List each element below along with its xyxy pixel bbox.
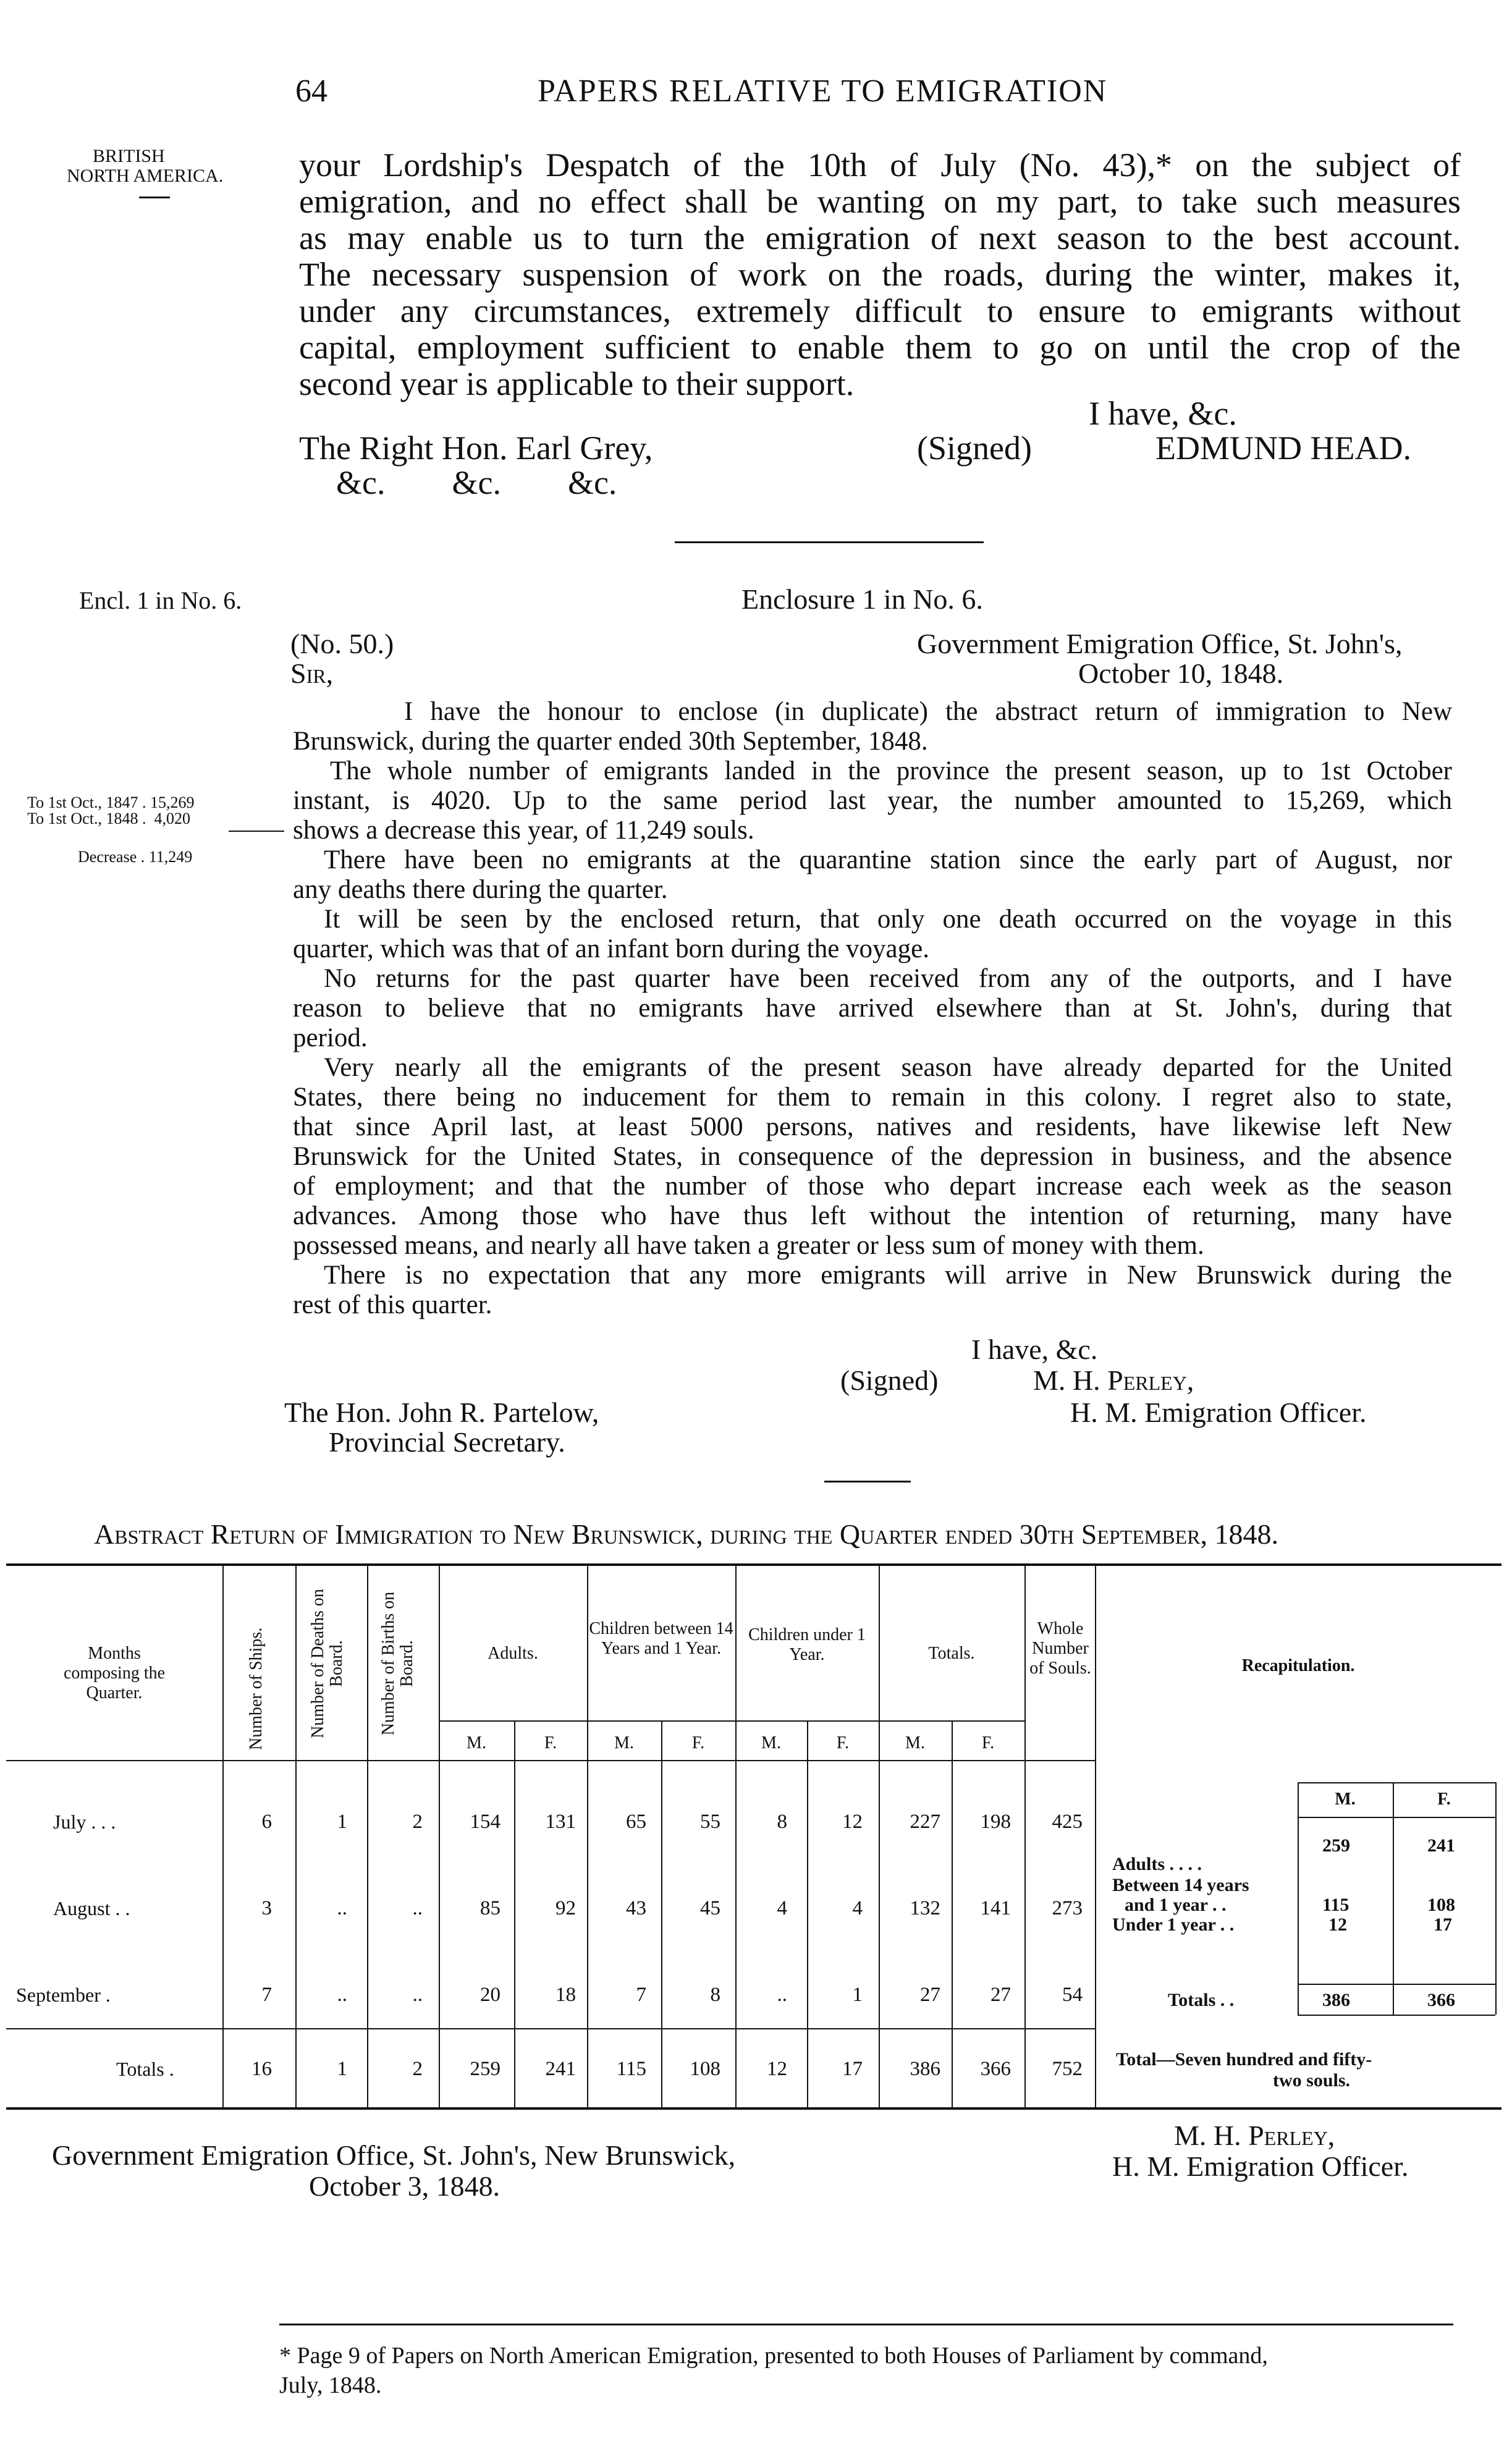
header-deaths: Number of Deaths on Board. bbox=[308, 1589, 346, 1738]
text-line: emigration, and no effect shall be wanting on my part, to take such measures bbox=[299, 183, 1461, 220]
margin-stats-2: To 1st Oct., 1848 . 4,020 bbox=[27, 810, 190, 827]
cell-under-f: 1 bbox=[852, 1984, 863, 2006]
text-line: under any circumstances, extremely difficult to ensure to emigrants without bbox=[299, 292, 1461, 329]
cell-under-m: 4 bbox=[777, 1897, 787, 1919]
header-births: Number of Births on Board. bbox=[379, 1591, 416, 1736]
text-line: Brunswick, during the quarter ended 30th September, 1848. bbox=[293, 727, 928, 756]
margin-region-1: BRITISH bbox=[93, 146, 165, 166]
recap-total-words: two souls. bbox=[1273, 2070, 1351, 2091]
margin-stats-3: Decrease . 11,249 bbox=[78, 848, 193, 866]
footnote-rule bbox=[279, 2324, 1453, 2325]
cell-between-f: 8 bbox=[710, 1984, 720, 2006]
text-line: There have been no emigrants at the quarantine station since the early part of August, nor bbox=[324, 845, 1452, 874]
recap-rule bbox=[1298, 1984, 1495, 1985]
cell-births: .. bbox=[412, 1984, 423, 2006]
cell-totals-f: 27 bbox=[990, 1984, 1011, 2006]
recap-between-label: Between 14 years bbox=[1112, 1875, 1249, 1895]
enclosure-title: Enclosure 1 in No. 6. bbox=[741, 583, 983, 615]
recap-rule bbox=[1298, 1817, 1495, 1818]
despatch-addressee: The Right Hon. Earl Grey, bbox=[299, 429, 653, 467]
cell-whole: 54 bbox=[1062, 1984, 1083, 2006]
cell-deaths: .. bbox=[337, 1897, 347, 1919]
col-rule bbox=[367, 1563, 368, 2107]
text-line: States, there being no inducement for them to remain in this colony. I regret also to state, bbox=[293, 1083, 1452, 1112]
letter-closing: I have, &c. bbox=[971, 1334, 1098, 1365]
recap-rule bbox=[1495, 1782, 1497, 2015]
recap-rule bbox=[1393, 1782, 1394, 2015]
header-bottom-rule bbox=[6, 1760, 1095, 1761]
letter-date: October 10, 1848. bbox=[1078, 658, 1284, 689]
cell-adults-m: 154 bbox=[470, 1811, 500, 1833]
cell-adults-m: 20 bbox=[480, 1984, 500, 2006]
running-title: PAPERS RELATIVE TO EMIGRATION bbox=[538, 74, 1108, 109]
text-line: quarter, which was that of an infant born during the voyage. bbox=[293, 934, 929, 963]
margin-encl-note: Encl. 1 in No. 6. bbox=[79, 586, 242, 614]
text-line: There is no expectation that any more emigrants will arrive in New Brunswick during the bbox=[324, 1261, 1452, 1290]
header-whole: Whole Number of Souls. bbox=[1029, 1619, 1091, 1678]
cell-under-f: 17 bbox=[842, 2058, 863, 2080]
row-month: July . . . bbox=[53, 1811, 116, 1833]
header-children-between: Children between 14 Years and 1 Year. bbox=[589, 1619, 733, 1658]
cell-adults-f: 131 bbox=[545, 1811, 576, 1833]
header-f: F. bbox=[544, 1733, 557, 1753]
despatch-closing: I have, &c. bbox=[1089, 395, 1237, 432]
recap-totals-f: 366 bbox=[1427, 1990, 1455, 2010]
margin-region-2: NORTH AMERICA. bbox=[67, 166, 224, 186]
text-line: as may enable us to turn the emigration of next season to the best account. bbox=[299, 219, 1461, 256]
recap-under-label: Under 1 year . . bbox=[1112, 1914, 1235, 1935]
header-months: Months composing the Quarter. bbox=[63, 1644, 166, 1702]
row-month: August . . bbox=[53, 1897, 130, 1919]
cell-adults-m: 85 bbox=[480, 1897, 500, 1919]
cell-ships: 7 bbox=[261, 1984, 272, 2006]
cell-adults-f: 18 bbox=[555, 1984, 576, 2006]
cell-births: 2 bbox=[412, 1811, 423, 1833]
cell-under-f: 4 bbox=[852, 1897, 863, 1919]
despatch-body bbox=[299, 147, 1461, 402]
text-line: advances. Among those who have thus left without the intention of returning, many have bbox=[293, 1201, 1452, 1230]
footnote-line: * Page 9 of Papers on North American Emigration, presented to both Houses of Parliament by command, bbox=[279, 2343, 1268, 2369]
cell-totals-m: 386 bbox=[910, 2058, 940, 2080]
letter-office: Government Emigration Office, St. John's, bbox=[917, 628, 1403, 659]
cell-totals-m: 27 bbox=[920, 1984, 940, 2006]
recap-under-m: 12 bbox=[1328, 1914, 1347, 1935]
table-bottom-rule bbox=[6, 2107, 1501, 2110]
cell-deaths: 1 bbox=[337, 2058, 347, 2080]
text-line: period. bbox=[293, 1023, 368, 1052]
letter-signer-title: H. M. Emigration Officer. bbox=[1070, 1397, 1367, 1428]
cell-births: 2 bbox=[412, 2058, 423, 2080]
recap-totals-m: 386 bbox=[1322, 1990, 1350, 2010]
text-line: Brunswick for the United States, in consequence of the depression in business, and the absence bbox=[293, 1142, 1452, 1171]
cell-between-f: 108 bbox=[690, 2058, 720, 2080]
cell-totals-f: 198 bbox=[980, 1811, 1011, 1833]
recap-rule bbox=[1298, 1782, 1299, 2015]
row-month: Totals . bbox=[116, 2058, 174, 2080]
despatch-signer: EDMUND HEAD. bbox=[1155, 429, 1411, 467]
cell-under-m: .. bbox=[777, 1984, 787, 2006]
cell-adults-f: 92 bbox=[555, 1897, 576, 1919]
text-line: I have the honour to enclose (in duplicate) the abstract return of immigration to New bbox=[404, 697, 1452, 726]
cell-under-m: 12 bbox=[767, 2058, 787, 2080]
margin-rule bbox=[139, 197, 170, 198]
footer-office: Government Emigration Office, St. John's, New Brunswick, bbox=[52, 2139, 736, 2171]
cell-totals-m: 227 bbox=[910, 1811, 940, 1833]
text-line: of employment; and that the number of those who depart increase each week as the season bbox=[293, 1172, 1452, 1201]
margin-stats-1: To 1st Oct., 1847 . 15,269 bbox=[27, 793, 195, 811]
cell-births: .. bbox=[412, 1897, 423, 1919]
text-line: possessed means, and nearly all have taken a greater or less sum of money with them. bbox=[293, 1231, 1204, 1260]
cell-deaths: .. bbox=[337, 1984, 347, 2006]
margin-stats-rule bbox=[229, 831, 284, 832]
header-m: M. bbox=[761, 1733, 781, 1753]
totals-rule bbox=[6, 2028, 1095, 2029]
letter-number: (No. 50.) bbox=[290, 628, 394, 659]
header-ships: Number of Ships. bbox=[247, 1627, 266, 1750]
cell-totals-m: 132 bbox=[910, 1897, 940, 1919]
recap-between-label: and 1 year . . bbox=[1125, 1895, 1227, 1915]
section-divider bbox=[675, 541, 984, 543]
letter-addressee-title: Provincial Secretary. bbox=[329, 1426, 565, 1458]
cell-between-m: 115 bbox=[616, 2058, 646, 2080]
page-number: 64 bbox=[295, 74, 327, 109]
cell-between-f: 45 bbox=[700, 1897, 720, 1919]
text-line: It will be seen by the enclosed return, that only one death occurred on the voyage in this bbox=[324, 905, 1452, 934]
table-title: Abstract Return of Immigration to New Brunswick, during the Quarter ended 30th September, 1848. bbox=[94, 1518, 1278, 1550]
header-f: F. bbox=[981, 1733, 995, 1753]
cell-between-f: 55 bbox=[700, 1811, 720, 1833]
letter-salutation: Sir, bbox=[290, 658, 334, 689]
footnote-line: July, 1848. bbox=[279, 2372, 382, 2398]
cell-under-f: 12 bbox=[842, 1811, 863, 1833]
section-divider bbox=[824, 1481, 911, 1483]
cell-whole: 273 bbox=[1052, 1897, 1083, 1919]
text-line: No returns for the past quarter have been received from any of the outports, and I have bbox=[324, 964, 1452, 993]
text-line: your Lordship's Despatch of the 10th of July (No. 43),* on the subject of bbox=[299, 146, 1461, 184]
cell-deaths: 1 bbox=[337, 1811, 347, 1833]
cell-between-m: 7 bbox=[636, 1984, 646, 2006]
cell-between-m: 65 bbox=[626, 1811, 646, 1833]
cell-ships: 3 bbox=[261, 1897, 272, 1919]
text-line: The necessary suspension of work on the roads, during the winter, makes it, bbox=[299, 256, 1461, 293]
recap-adults-m: 259 bbox=[1322, 1835, 1350, 1856]
cell-adults-f: 241 bbox=[545, 2058, 576, 2080]
text-line: The whole number of emigrants landed in the province the present season, up to 1st October bbox=[330, 756, 1452, 785]
recap-between-m: 115 bbox=[1322, 1895, 1349, 1915]
row-month: September . bbox=[16, 1984, 111, 2006]
subheader-rule bbox=[439, 1720, 1024, 1722]
text-line: any deaths there during the quarter. bbox=[293, 875, 668, 904]
recap-f-header: F. bbox=[1437, 1790, 1451, 1809]
cell-whole: 425 bbox=[1052, 1811, 1083, 1833]
cell-adults-m: 259 bbox=[470, 2058, 500, 2080]
text-line: reason to believe that no emigrants have arrived elsewhere than at St. John's, during that bbox=[293, 994, 1452, 1023]
cell-whole: 752 bbox=[1052, 2058, 1083, 2080]
footer-date: October 3, 1848. bbox=[309, 2170, 500, 2202]
cell-totals-f: 141 bbox=[980, 1897, 1011, 1919]
recap-between-f: 108 bbox=[1427, 1895, 1455, 1915]
recap-adults-f: 241 bbox=[1427, 1835, 1455, 1856]
footer-signer-title: H. M. Emigration Officer. bbox=[1112, 2151, 1409, 2182]
text-line: rest of this quarter. bbox=[293, 1290, 492, 1319]
recap-totals-label: Totals . . bbox=[1168, 1990, 1235, 2010]
header-recap: Recapitulation. bbox=[1241, 1656, 1355, 1675]
footer-signer: M. H. Perley, bbox=[1174, 2120, 1335, 2151]
recap-rule bbox=[1298, 2015, 1495, 2016]
header-m: M. bbox=[467, 1733, 486, 1753]
recap-adults-label: Adults . . . . bbox=[1112, 1854, 1202, 1874]
recap-total-words: Total—Seven hundred and fifty- bbox=[1116, 2049, 1372, 2070]
header-totals: Totals. bbox=[928, 1644, 975, 1663]
text-line: second year is applicable to their support. bbox=[299, 365, 855, 402]
cell-between-m: 43 bbox=[626, 1897, 646, 1919]
header-f: F. bbox=[836, 1733, 850, 1753]
col-rule bbox=[295, 1563, 297, 2107]
col-rule bbox=[1024, 1563, 1026, 2107]
text-line: capital, employment sufficient to enable them to go on until the crop of the bbox=[299, 329, 1461, 366]
header-m: M. bbox=[614, 1733, 634, 1753]
recap-under-f: 17 bbox=[1434, 1914, 1452, 1935]
recap-rule bbox=[1298, 1782, 1495, 1783]
text-line: shows a decrease this year, of 11,249 souls. bbox=[293, 816, 754, 845]
text-line: Very nearly all the emigrants of the present season have already departed for the United bbox=[324, 1053, 1452, 1082]
text-line: instant, is 4020. Up to the same period last year, the number amounted to 15,269, which bbox=[293, 786, 1452, 815]
despatch-signed: (Signed) bbox=[917, 429, 1032, 467]
cell-ships: 16 bbox=[251, 2058, 272, 2080]
letter-addressee: The Hon. John R. Partelow, bbox=[284, 1397, 599, 1428]
letter-signer: M. H. Perley, bbox=[1033, 1364, 1194, 1396]
cell-ships: 6 bbox=[261, 1811, 272, 1833]
text-line: that since April last, at least 5000 persons, natives and residents, have likewise left New bbox=[293, 1112, 1452, 1141]
cell-totals-f: 366 bbox=[980, 2058, 1011, 2080]
header-children-under: Children under 1 Year. bbox=[748, 1625, 866, 1664]
col-rule bbox=[1095, 1563, 1096, 2107]
recap-m-header: M. bbox=[1335, 1790, 1356, 1809]
header-adults: Adults. bbox=[488, 1644, 538, 1663]
letter-body bbox=[293, 697, 1452, 1320]
letter-signed: (Signed) bbox=[840, 1364, 939, 1396]
despatch-addressee-etc: &c. &c. &c. bbox=[336, 464, 617, 501]
header-f: F. bbox=[691, 1733, 705, 1753]
cell-under-m: 8 bbox=[777, 1811, 787, 1833]
table-top-rule bbox=[6, 1563, 1501, 1566]
col-rule bbox=[222, 1563, 224, 2107]
header-m: M. bbox=[905, 1733, 925, 1753]
